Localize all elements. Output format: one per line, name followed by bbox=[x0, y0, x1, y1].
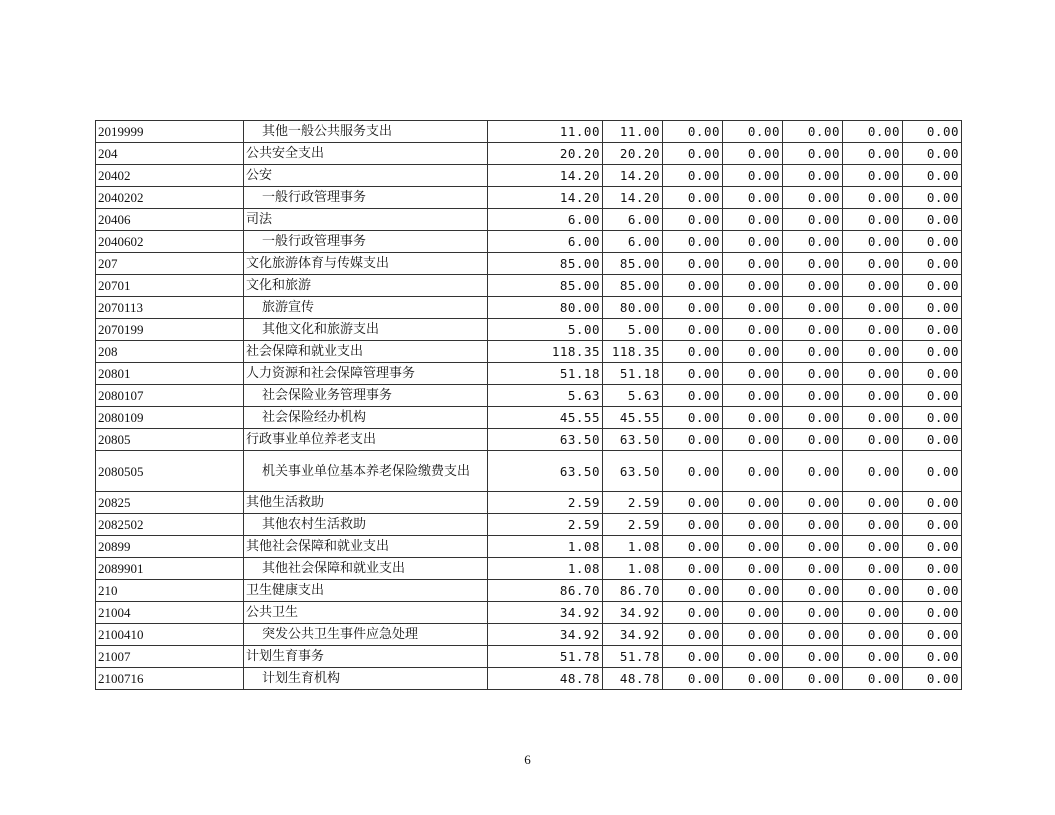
amount-cell: 0.00 bbox=[783, 646, 843, 668]
amount-cell: 0.00 bbox=[723, 297, 783, 319]
table-row bbox=[96, 429, 962, 451]
amount-cell: 0.00 bbox=[903, 275, 962, 297]
subject-name-cell: 其他文化和旅游支出 bbox=[244, 319, 488, 341]
amount-cell: 0.00 bbox=[663, 231, 723, 253]
table-row bbox=[96, 646, 962, 668]
amount-cell: 2.59 bbox=[603, 492, 663, 514]
amount-cell: 0.00 bbox=[903, 187, 962, 209]
amount-cell: 0.00 bbox=[723, 187, 783, 209]
subject-name-cell: 文化旅游体育与传媒支出 bbox=[244, 253, 488, 275]
subject-code-cell: 207 bbox=[96, 253, 244, 275]
amount-cell: 0.00 bbox=[663, 602, 723, 624]
amount-cell: 0.00 bbox=[903, 451, 962, 492]
amount-cell: 0.00 bbox=[843, 514, 903, 536]
amount-cell: 0.00 bbox=[663, 558, 723, 580]
subject-name-cell: 一般行政管理事务 bbox=[244, 231, 488, 253]
amount-cell: 0.00 bbox=[903, 602, 962, 624]
amount-cell: 118.35 bbox=[603, 341, 663, 363]
subject-code-cell: 2040202 bbox=[96, 187, 244, 209]
amount-cell: 0.00 bbox=[903, 536, 962, 558]
amount-cell: 0.00 bbox=[903, 363, 962, 385]
amount-cell: 0.00 bbox=[723, 275, 783, 297]
table-row bbox=[96, 275, 962, 297]
amount-cell: 0.00 bbox=[903, 558, 962, 580]
subject-code-cell: 2070113 bbox=[96, 297, 244, 319]
amount-cell: 51.78 bbox=[603, 646, 663, 668]
amount-cell: 14.20 bbox=[488, 187, 603, 209]
amount-cell: 34.92 bbox=[603, 602, 663, 624]
amount-cell: 85.00 bbox=[603, 253, 663, 275]
amount-cell: 14.20 bbox=[488, 165, 603, 187]
amount-cell: 6.00 bbox=[488, 231, 603, 253]
amount-cell: 11.00 bbox=[603, 121, 663, 143]
amount-cell: 2.59 bbox=[488, 492, 603, 514]
amount-cell: 0.00 bbox=[663, 363, 723, 385]
amount-cell: 85.00 bbox=[488, 253, 603, 275]
amount-cell: 0.00 bbox=[843, 187, 903, 209]
amount-cell: 51.18 bbox=[603, 363, 663, 385]
amount-cell: 0.00 bbox=[903, 407, 962, 429]
amount-cell: 0.00 bbox=[783, 492, 843, 514]
table-body bbox=[96, 121, 962, 690]
amount-cell: 85.00 bbox=[603, 275, 663, 297]
amount-cell: 0.00 bbox=[843, 602, 903, 624]
amount-cell: 0.00 bbox=[843, 492, 903, 514]
subject-name-cell: 其他社会保障和就业支出 bbox=[244, 536, 488, 558]
amount-cell: 0.00 bbox=[843, 668, 903, 690]
amount-cell: 0.00 bbox=[783, 385, 843, 407]
amount-cell: 0.00 bbox=[723, 231, 783, 253]
amount-cell: 0.00 bbox=[783, 165, 843, 187]
subject-code-cell: 2080505 bbox=[96, 451, 244, 492]
amount-cell: 6.00 bbox=[488, 209, 603, 231]
subject-code-cell: 20825 bbox=[96, 492, 244, 514]
amount-cell: 5.63 bbox=[488, 385, 603, 407]
subject-code-cell: 2082502 bbox=[96, 514, 244, 536]
amount-cell: 0.00 bbox=[783, 363, 843, 385]
amount-cell: 0.00 bbox=[723, 646, 783, 668]
amount-cell: 80.00 bbox=[488, 297, 603, 319]
subject-code-cell: 2080107 bbox=[96, 385, 244, 407]
amount-cell: 34.92 bbox=[603, 624, 663, 646]
amount-cell: 0.00 bbox=[843, 231, 903, 253]
amount-cell: 0.00 bbox=[843, 646, 903, 668]
table-row bbox=[96, 602, 962, 624]
amount-cell: 6.00 bbox=[603, 231, 663, 253]
amount-cell: 0.00 bbox=[903, 165, 962, 187]
subject-name-cell: 突发公共卫生事件应急处理 bbox=[244, 624, 488, 646]
amount-cell: 0.00 bbox=[663, 187, 723, 209]
amount-cell: 0.00 bbox=[843, 121, 903, 143]
subject-name-cell: 计划生育机构 bbox=[244, 668, 488, 690]
amount-cell: 86.70 bbox=[603, 580, 663, 602]
amount-cell: 0.00 bbox=[903, 209, 962, 231]
subject-name-cell: 旅游宣传 bbox=[244, 297, 488, 319]
amount-cell: 0.00 bbox=[843, 143, 903, 165]
amount-cell: 5.63 bbox=[603, 385, 663, 407]
table-row bbox=[96, 253, 962, 275]
table-row bbox=[96, 536, 962, 558]
subject-name-cell: 文化和旅游 bbox=[244, 275, 488, 297]
amount-cell: 85.00 bbox=[488, 275, 603, 297]
table-row bbox=[96, 297, 962, 319]
amount-cell: 0.00 bbox=[843, 558, 903, 580]
amount-cell: 0.00 bbox=[903, 646, 962, 668]
subject-name-cell: 社会保障和就业支出 bbox=[244, 341, 488, 363]
amount-cell: 0.00 bbox=[663, 253, 723, 275]
amount-cell: 0.00 bbox=[783, 231, 843, 253]
amount-cell: 0.00 bbox=[783, 580, 843, 602]
amount-cell: 63.50 bbox=[488, 451, 603, 492]
amount-cell: 0.00 bbox=[903, 143, 962, 165]
subject-code-cell: 2100716 bbox=[96, 668, 244, 690]
amount-cell: 1.08 bbox=[488, 536, 603, 558]
amount-cell: 34.92 bbox=[488, 602, 603, 624]
subject-code-cell: 2100410 bbox=[96, 624, 244, 646]
table-row bbox=[96, 121, 962, 143]
amount-cell: 0.00 bbox=[723, 558, 783, 580]
amount-cell: 0.00 bbox=[663, 429, 723, 451]
amount-cell: 0.00 bbox=[843, 297, 903, 319]
amount-cell: 0.00 bbox=[663, 165, 723, 187]
table-row bbox=[96, 492, 962, 514]
amount-cell: 0.00 bbox=[783, 253, 843, 275]
amount-cell: 0.00 bbox=[723, 668, 783, 690]
amount-cell: 0.00 bbox=[723, 536, 783, 558]
amount-cell: 0.00 bbox=[723, 429, 783, 451]
amount-cell: 51.78 bbox=[488, 646, 603, 668]
table-row bbox=[96, 385, 962, 407]
subject-name-cell: 其他生活救助 bbox=[244, 492, 488, 514]
amount-cell: 51.18 bbox=[488, 363, 603, 385]
amount-cell: 1.08 bbox=[603, 536, 663, 558]
subject-code-cell: 2080109 bbox=[96, 407, 244, 429]
subject-code-cell: 20701 bbox=[96, 275, 244, 297]
amount-cell: 0.00 bbox=[663, 451, 723, 492]
amount-cell: 0.00 bbox=[783, 407, 843, 429]
amount-cell: 0.00 bbox=[663, 646, 723, 668]
subject-code-cell: 204 bbox=[96, 143, 244, 165]
amount-cell: 0.00 bbox=[663, 209, 723, 231]
budget-expenditure-table bbox=[95, 120, 962, 690]
subject-code-cell: 21007 bbox=[96, 646, 244, 668]
subject-code-cell: 20406 bbox=[96, 209, 244, 231]
amount-cell: 0.00 bbox=[903, 319, 962, 341]
amount-cell: 14.20 bbox=[603, 187, 663, 209]
amount-cell: 0.00 bbox=[843, 451, 903, 492]
subject-code-cell: 20801 bbox=[96, 363, 244, 385]
amount-cell: 34.92 bbox=[488, 624, 603, 646]
amount-cell: 0.00 bbox=[663, 319, 723, 341]
subject-code-cell: 20402 bbox=[96, 165, 244, 187]
amount-cell: 0.00 bbox=[903, 624, 962, 646]
amount-cell: 0.00 bbox=[783, 602, 843, 624]
table-row bbox=[96, 319, 962, 341]
amount-cell: 0.00 bbox=[903, 668, 962, 690]
amount-cell: 14.20 bbox=[603, 165, 663, 187]
amount-cell: 0.00 bbox=[843, 429, 903, 451]
amount-cell: 0.00 bbox=[783, 624, 843, 646]
amount-cell: 63.50 bbox=[603, 429, 663, 451]
table-row bbox=[96, 363, 962, 385]
amount-cell: 0.00 bbox=[663, 624, 723, 646]
amount-cell: 0.00 bbox=[783, 558, 843, 580]
table-row bbox=[96, 580, 962, 602]
amount-cell: 0.00 bbox=[783, 187, 843, 209]
subject-code-cell: 2089901 bbox=[96, 558, 244, 580]
amount-cell: 0.00 bbox=[723, 341, 783, 363]
amount-cell: 0.00 bbox=[663, 341, 723, 363]
amount-cell: 0.00 bbox=[723, 209, 783, 231]
amount-cell: 0.00 bbox=[843, 275, 903, 297]
subject-name-cell: 其他一般公共服务支出 bbox=[244, 121, 488, 143]
subject-name-cell: 公共卫生 bbox=[244, 602, 488, 624]
amount-cell: 0.00 bbox=[843, 165, 903, 187]
table-row bbox=[96, 341, 962, 363]
table-row bbox=[96, 187, 962, 209]
amount-cell: 0.00 bbox=[663, 297, 723, 319]
table-row bbox=[96, 407, 962, 429]
amount-cell: 48.78 bbox=[603, 668, 663, 690]
table-row bbox=[96, 451, 962, 492]
amount-cell: 0.00 bbox=[723, 319, 783, 341]
amount-cell: 0.00 bbox=[783, 451, 843, 492]
amount-cell: 63.50 bbox=[488, 429, 603, 451]
amount-cell: 0.00 bbox=[783, 297, 843, 319]
amount-cell: 0.00 bbox=[663, 275, 723, 297]
amount-cell: 0.00 bbox=[783, 668, 843, 690]
subject-code-cell: 2070199 bbox=[96, 319, 244, 341]
table-row bbox=[96, 558, 962, 580]
amount-cell: 1.08 bbox=[488, 558, 603, 580]
amount-cell: 1.08 bbox=[603, 558, 663, 580]
amount-cell: 0.00 bbox=[723, 514, 783, 536]
amount-cell: 0.00 bbox=[903, 231, 962, 253]
amount-cell: 0.00 bbox=[783, 319, 843, 341]
amount-cell: 63.50 bbox=[603, 451, 663, 492]
amount-cell: 0.00 bbox=[843, 209, 903, 231]
amount-cell: 86.70 bbox=[488, 580, 603, 602]
amount-cell: 0.00 bbox=[663, 580, 723, 602]
amount-cell: 20.20 bbox=[603, 143, 663, 165]
amount-cell: 0.00 bbox=[783, 209, 843, 231]
table-row bbox=[96, 514, 962, 536]
amount-cell: 118.35 bbox=[488, 341, 603, 363]
subject-code-cell: 20899 bbox=[96, 536, 244, 558]
amount-cell: 0.00 bbox=[843, 580, 903, 602]
amount-cell: 0.00 bbox=[903, 492, 962, 514]
amount-cell: 0.00 bbox=[843, 385, 903, 407]
amount-cell: 0.00 bbox=[903, 121, 962, 143]
amount-cell: 0.00 bbox=[663, 668, 723, 690]
subject-code-cell: 2040602 bbox=[96, 231, 244, 253]
subject-name-cell: 行政事业单位养老支出 bbox=[244, 429, 488, 451]
amount-cell: 20.20 bbox=[488, 143, 603, 165]
amount-cell: 0.00 bbox=[723, 165, 783, 187]
amount-cell: 0.00 bbox=[663, 407, 723, 429]
amount-cell: 0.00 bbox=[843, 407, 903, 429]
table-row bbox=[96, 668, 962, 690]
amount-cell: 0.00 bbox=[783, 514, 843, 536]
amount-cell: 0.00 bbox=[723, 143, 783, 165]
amount-cell: 0.00 bbox=[723, 451, 783, 492]
amount-cell: 0.00 bbox=[783, 121, 843, 143]
amount-cell: 0.00 bbox=[903, 297, 962, 319]
subject-name-cell: 卫生健康支出 bbox=[244, 580, 488, 602]
subject-name-cell: 其他农村生活救助 bbox=[244, 514, 488, 536]
amount-cell: 0.00 bbox=[843, 624, 903, 646]
amount-cell: 0.00 bbox=[723, 407, 783, 429]
amount-cell: 0.00 bbox=[663, 121, 723, 143]
amount-cell: 5.00 bbox=[603, 319, 663, 341]
table-row bbox=[96, 209, 962, 231]
subject-code-cell: 208 bbox=[96, 341, 244, 363]
amount-cell: 5.00 bbox=[488, 319, 603, 341]
amount-cell: 0.00 bbox=[783, 341, 843, 363]
subject-code-cell: 2019999 bbox=[96, 121, 244, 143]
amount-cell: 0.00 bbox=[843, 363, 903, 385]
amount-cell: 11.00 bbox=[488, 121, 603, 143]
subject-name-cell: 社会保险经办机构 bbox=[244, 407, 488, 429]
amount-cell: 0.00 bbox=[723, 624, 783, 646]
amount-cell: 48.78 bbox=[488, 668, 603, 690]
amount-cell: 0.00 bbox=[723, 580, 783, 602]
table-row bbox=[96, 624, 962, 646]
amount-cell: 0.00 bbox=[723, 602, 783, 624]
amount-cell: 0.00 bbox=[783, 275, 843, 297]
subject-name-cell: 其他社会保障和就业支出 bbox=[244, 558, 488, 580]
table-row bbox=[96, 231, 962, 253]
amount-cell: 0.00 bbox=[723, 492, 783, 514]
table-row bbox=[96, 143, 962, 165]
subject-name-cell: 人力资源和社会保障管理事务 bbox=[244, 363, 488, 385]
subject-code-cell: 20805 bbox=[96, 429, 244, 451]
amount-cell: 0.00 bbox=[843, 253, 903, 275]
amount-cell: 0.00 bbox=[903, 385, 962, 407]
subject-name-cell: 一般行政管理事务 bbox=[244, 187, 488, 209]
page-number: 6 bbox=[524, 752, 531, 767]
amount-cell: 6.00 bbox=[603, 209, 663, 231]
subject-name-cell: 公安 bbox=[244, 165, 488, 187]
amount-cell: 80.00 bbox=[603, 297, 663, 319]
amount-cell: 0.00 bbox=[903, 341, 962, 363]
table-row bbox=[96, 165, 962, 187]
amount-cell: 0.00 bbox=[843, 341, 903, 363]
amount-cell: 0.00 bbox=[783, 429, 843, 451]
subject-name-cell: 社会保险业务管理事务 bbox=[244, 385, 488, 407]
amount-cell: 0.00 bbox=[663, 143, 723, 165]
amount-cell: 0.00 bbox=[903, 253, 962, 275]
amount-cell: 0.00 bbox=[783, 536, 843, 558]
amount-cell: 0.00 bbox=[783, 143, 843, 165]
amount-cell: 0.00 bbox=[723, 363, 783, 385]
amount-cell: 45.55 bbox=[488, 407, 603, 429]
amount-cell: 0.00 bbox=[663, 536, 723, 558]
subject-name-cell: 计划生育事务 bbox=[244, 646, 488, 668]
amount-cell: 0.00 bbox=[723, 253, 783, 275]
amount-cell: 0.00 bbox=[663, 492, 723, 514]
amount-cell: 0.00 bbox=[663, 385, 723, 407]
subject-code-cell: 21004 bbox=[96, 602, 244, 624]
subject-name-cell: 司法 bbox=[244, 209, 488, 231]
amount-cell: 0.00 bbox=[843, 319, 903, 341]
amount-cell: 45.55 bbox=[603, 407, 663, 429]
amount-cell: 2.59 bbox=[603, 514, 663, 536]
amount-cell: 0.00 bbox=[903, 429, 962, 451]
amount-cell: 0.00 bbox=[843, 536, 903, 558]
subject-name-cell: 机关事业单位基本养老保险缴费支出 bbox=[244, 451, 488, 492]
subject-code-cell: 210 bbox=[96, 580, 244, 602]
amount-cell: 0.00 bbox=[903, 580, 962, 602]
amount-cell: 0.00 bbox=[663, 514, 723, 536]
amount-cell: 0.00 bbox=[903, 514, 962, 536]
amount-cell: 0.00 bbox=[723, 385, 783, 407]
subject-name-cell: 公共安全支出 bbox=[244, 143, 488, 165]
amount-cell: 2.59 bbox=[488, 514, 603, 536]
amount-cell: 0.00 bbox=[723, 121, 783, 143]
